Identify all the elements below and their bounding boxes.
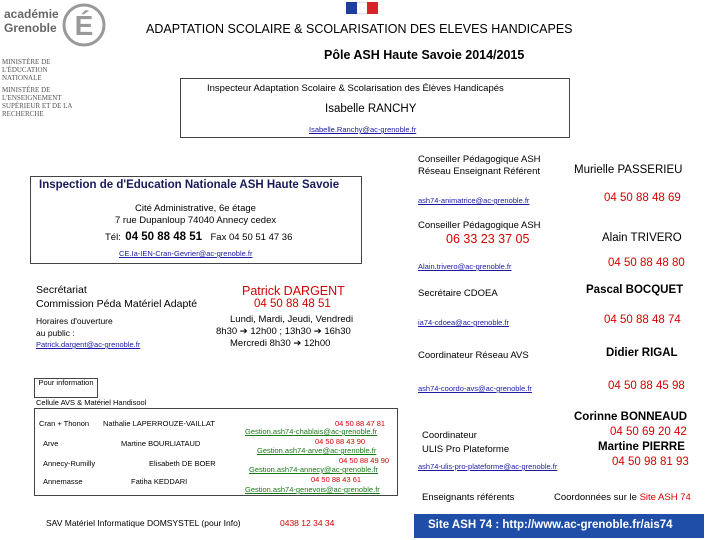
hours-weekdays: Lundi, Mardi, Jeudi, Vendredi — [230, 314, 354, 325]
sav-phone: 0438 12 34 34 — [280, 518, 335, 528]
avs-phone-1: 04 50 88 47 81 — [335, 419, 386, 428]
cp1-name: Murielle PASSERIEU — [574, 164, 683, 176]
cp2-mobile: 06 33 23 37 05 — [446, 232, 530, 246]
marianne-flag-icon — [346, 2, 378, 14]
cp1-role-line1: Conseiller Pédagogique ASH — [418, 154, 541, 165]
coordinates-site-link[interactable]: Site ASH 74 — [639, 492, 691, 503]
secretariat-label: Secrétariat — [36, 284, 87, 296]
ulis-email-link[interactable]: ash74-ulis-pro-plateforme@ac-grenoble.fr — [418, 462, 558, 471]
avs-coord-role: Coordinateur Réseau AVS — [418, 350, 529, 361]
ien-tel-label: Tél: — [105, 232, 121, 243]
hours-label2: au public : — [36, 328, 75, 338]
avs-area-3: Annecy-Rumilly — [43, 459, 96, 468]
avs-coord-name: Didier RIGAL — [606, 347, 678, 359]
ien-address-line1: Cité Administrative, 6e étage — [135, 203, 256, 214]
inspector-role: Inspecteur Adaptation Scolaire & Scolarisation des Élèves Handicapés — [207, 83, 504, 94]
commission-label: Commission Péda Matériel Adapté — [36, 298, 198, 310]
cdoea-email-link[interactable]: ia74-cdoea@ac-grenoble.fr — [418, 318, 509, 327]
site-banner-text: Site ASH 74 : http://www.ac-grenoble.fr/ais74 — [428, 519, 673, 531]
avs-person-4: Fatiha KEDDARI — [131, 477, 188, 486]
avs-person-1: Nathalie LAPERROUZE-VAILLAT — [103, 419, 215, 428]
secretariat-name: Patrick DARGENT — [242, 284, 345, 298]
ien-tel: 04 50 88 48 51 — [125, 231, 203, 243]
avs-cell-card — [34, 408, 398, 496]
cp1-email-link[interactable]: ash74-animatrice@ac-grenoble.fr — [418, 196, 530, 205]
ulis-phone-2: 04 50 98 81 93 — [612, 456, 689, 468]
cdoea-role: Secrétaire CDOEA — [418, 288, 498, 299]
avs-coord-phone: 04 50 88 45 98 — [608, 380, 685, 392]
cp2-role: Conseiller Pédagogique ASH — [418, 220, 541, 231]
page-subtitle: Pôle ASH Haute Savoie 2014/2015 — [324, 48, 525, 62]
coordinates-label: Coordonnées sur le — [554, 492, 637, 503]
ulis-phone-1: 04 50 69 20 42 — [610, 426, 687, 438]
cdoea-name: Pascal BOCQUET — [586, 284, 684, 296]
avs-phone-3: 04 50 88 49 90 — [339, 456, 390, 465]
avs-phone-4: 04 50 88 43 61 — [311, 475, 362, 484]
ien-address-line2: 7 rue Dupanloup 74040 Annecy cedex — [115, 215, 277, 226]
ulis-name-1: Corinne BONNEAUD — [574, 411, 688, 423]
ulis-role-line1: Coordinateur — [422, 430, 477, 441]
sav-label: SAV Matériel Informatique DOMSYSTEL (pour Info) — [46, 518, 241, 528]
avs-area-4: Annemasse — [43, 477, 83, 486]
ien-email-link[interactable]: CE.Ia-IEN-Cran-Gevrier@ac-grenoble.fr — [119, 249, 253, 258]
avs-area-2: Arve — [43, 439, 59, 448]
academie-line2: Grenoble — [4, 21, 57, 35]
avs-phone-2: 04 50 88 43 90 — [315, 437, 366, 446]
pour-info-label: Pour information — [38, 378, 94, 387]
svg-text:É: É — [74, 10, 94, 41]
cp2-phone: 04 50 88 48 80 — [608, 257, 685, 269]
avs-cell-title: Cellule AVS & Matériel Handisool — [36, 398, 147, 407]
hours-times: 8h30 ➔ 12h00 ; 13h30 ➔ 16h30 — [216, 326, 351, 337]
site-banner[interactable] — [414, 514, 704, 538]
cp2-name: Alain TRIVERO — [602, 232, 682, 244]
ulis-role-line2: ULIS Pro Plateforme — [422, 444, 510, 455]
coordinates-line — [554, 492, 691, 503]
hours-wednesday: Mercredi 8h30 ➔ 12h00 — [230, 338, 331, 349]
avs-email-2[interactable]: Gestion.ash74-arve@ac-grenoble.fr — [257, 446, 377, 455]
secretariat-phone: 04 50 88 48 51 — [254, 298, 331, 310]
academie-logo — [4, 2, 104, 48]
avs-email-4[interactable]: Gestion.ash74-genevois@ac-grenoble.fr — [245, 485, 380, 494]
avs-area-1: Cran + Thonon — [39, 419, 90, 428]
avs-person-3: Elisabeth DE BOER — [149, 459, 216, 468]
inspector-name: Isabelle RANCHY — [325, 103, 417, 115]
cp1-role-line2: Réseau Enseignant Référent — [418, 166, 540, 177]
ien-title: Inspection de d'Education Nationale ASH Haute Savoie — [39, 179, 340, 191]
ministry-higher-education-label: MINISTÈRE DE L'ENSEIGNEMENT SUPÉRIEUR ET DE LA RECHERCHE — [2, 86, 73, 118]
hours-label1: Horaires d'ouverture — [36, 316, 113, 326]
ien-card — [30, 176, 362, 264]
avs-email-3[interactable]: Gestion.ash74-annecy@ac-grenoble.fr — [249, 465, 378, 474]
ministry-education-label: MINISTÈRE DE L'ÉDUCATION NATIONALE — [2, 58, 51, 82]
academie-line1: académie — [4, 7, 59, 21]
ien-fax: Fax 04 50 51 47 36 — [210, 232, 293, 243]
pour-info-box — [34, 378, 98, 398]
referents-label: Enseignants référents — [422, 492, 515, 503]
ulis-name-2: Martine PIERRE — [598, 441, 685, 453]
cp1-phone: 04 50 88 48 69 — [604, 192, 681, 204]
cdoea-phone: 04 50 88 48 74 — [604, 314, 681, 326]
academie-e-emblem-icon — [62, 2, 106, 48]
cp2-email-link[interactable]: Alain.trivero@ac-grenoble.fr — [418, 262, 512, 271]
avs-coord-email-link[interactable]: ash74-coordo-avs@ac-grenoble.fr — [418, 384, 532, 393]
secretariat-email-link[interactable]: Patrick.dargent@ac-grenoble.fr — [36, 340, 141, 349]
ien-phone-line — [105, 227, 292, 245]
inspector-email-link[interactable]: Isabelle.Ranchy@ac-grenoble.fr — [309, 125, 417, 134]
avs-person-2: Martine BOURLIATAUD — [121, 439, 201, 448]
avs-email-1[interactable]: Gestion.ash74-chablais@ac-grenoble.fr — [245, 427, 378, 436]
inspector-card — [180, 78, 570, 138]
page-title: ADAPTATION SCOLAIRE & SCOLARISATION DES ELEVES HANDICAPES — [146, 22, 573, 36]
